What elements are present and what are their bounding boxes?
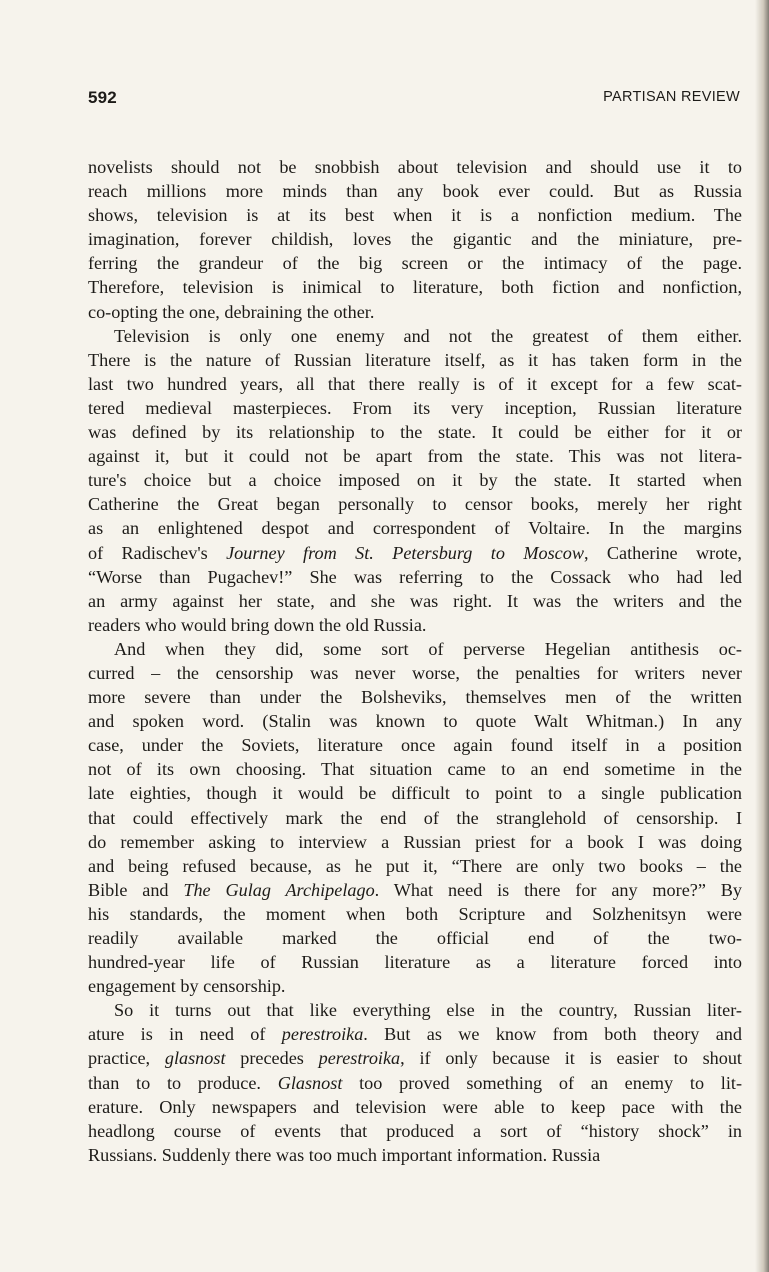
text-line: tered medieval masterpieces. From its very inception, Russian literature — [88, 397, 742, 418]
paragraph — [88, 155, 742, 324]
text-line: readers who would bring down the old Russia. — [88, 614, 427, 635]
text-line: shows, television is at its best when it is a nonfiction medium. The — [88, 205, 742, 226]
text-line: Bible and The Gulag Archipelago. What need is there for any more?” By — [88, 879, 742, 900]
text-line: as an enlightened despot and correspondent of Voltaire. In the margins — [88, 518, 742, 539]
text-line: than to to produce. Glasnost too proved something of an enemy to lit- — [88, 1072, 742, 1093]
text-line: ture's choice but a choice imposed on it by the state. It started when — [88, 470, 742, 491]
running-head — [88, 88, 740, 110]
text-line: ature is in need of perestroika. But as we know from both theory and — [88, 1024, 742, 1045]
text-line: And when they did, some sort of perverse Hegelian antithesis oc- — [114, 638, 742, 659]
text-line: co-opting the one, debraining the other. — [88, 301, 375, 322]
text-line: do remember asking to interview a Russian priest for a book I was doing — [88, 831, 742, 852]
text-line: last two hundred years, all that there really is of it except for a few scat- — [88, 373, 742, 394]
text-line: his standards, the moment when both Scripture and Solzhenitsyn were — [88, 903, 742, 924]
text-line: novelists should not be snobbish about television and should use it to — [88, 157, 742, 177]
text-line: was defined by its relationship to the state. It could be either for it or — [88, 422, 742, 443]
text-line: more severe than under the Bolsheviks, themselves men of the written — [88, 687, 742, 708]
text-line: Russians. Suddenly there was too much important information. Russia — [88, 1144, 601, 1165]
paragraph — [88, 324, 742, 637]
text-line: There is the nature of Russian literature itself, as it has taken form in the — [88, 349, 742, 370]
text-line: Therefore, television is inimical to literature, both fiction and nonfiction, — [88, 277, 742, 298]
text-line: against it, but it could not be apart from the state. This was not litera- — [88, 446, 742, 467]
text-line: readily available marked the official end of the two- — [88, 928, 742, 948]
paragraph — [88, 998, 742, 1167]
text-line: ferring the grandeur of the big screen or the intimacy of the page. — [88, 253, 742, 274]
text-line: and being refused because, as he put it, “There are only two books – the — [88, 855, 742, 876]
text-line: not of its own choosing. That situation came to an end sometime in the — [88, 759, 742, 780]
text-line: an army against her state, and she was right. It was the writers and the — [88, 590, 742, 611]
text-line: “Worse than Pugachev!” She was referring to the Cossack who had led — [88, 566, 742, 587]
paragraph — [88, 637, 742, 998]
text-line: of Radischev's Journey from St. Petersburg to Moscow, Catherine wrote, — [88, 542, 742, 563]
text-line: curred – the censorship was never worse, the penalties for writers never — [88, 662, 742, 683]
body-text — [88, 155, 742, 1167]
text-line: Television is only one enemy and not the greatest of them either. — [114, 325, 742, 346]
journal-title: PARTISAN REVIEW — [603, 89, 740, 105]
text-line: erature. Only newspapers and television were able to keep pace with the — [88, 1096, 742, 1117]
text-line: reach millions more minds than any book ever could. But as Russia — [88, 181, 742, 202]
text-line: case, under the Soviets, literature once again found itself in a position — [88, 735, 742, 756]
text-line: engagement by censorship. — [88, 976, 286, 997]
text-line: and spoken word. (Stalin was known to quote Walt Whitman.) In any — [88, 711, 742, 732]
text-line: hundred-year life of Russian literature as a literature forced into — [88, 952, 742, 973]
text-line: So it turns out that like everything else in the country, Russian liter- — [114, 1000, 742, 1021]
text-line: late eighties, though it would be difficult to point to a single publication — [88, 783, 742, 804]
text-line: Catherine the Great began personally to censor books, merely her right — [88, 494, 742, 515]
page-edge-shadow — [755, 0, 769, 1272]
text-line: headlong course of events that produced a sort of “history shock” in — [88, 1120, 742, 1141]
text-line: imagination, forever childish, loves the gigantic and the miniature, pre- — [88, 229, 742, 250]
page-number: 592 — [88, 88, 117, 107]
text-line: that could effectively mark the end of the stranglehold of censorship. I — [88, 807, 742, 828]
text-line: practice, glasnost precedes perestroika, if only because it is easier to shout — [88, 1048, 742, 1069]
